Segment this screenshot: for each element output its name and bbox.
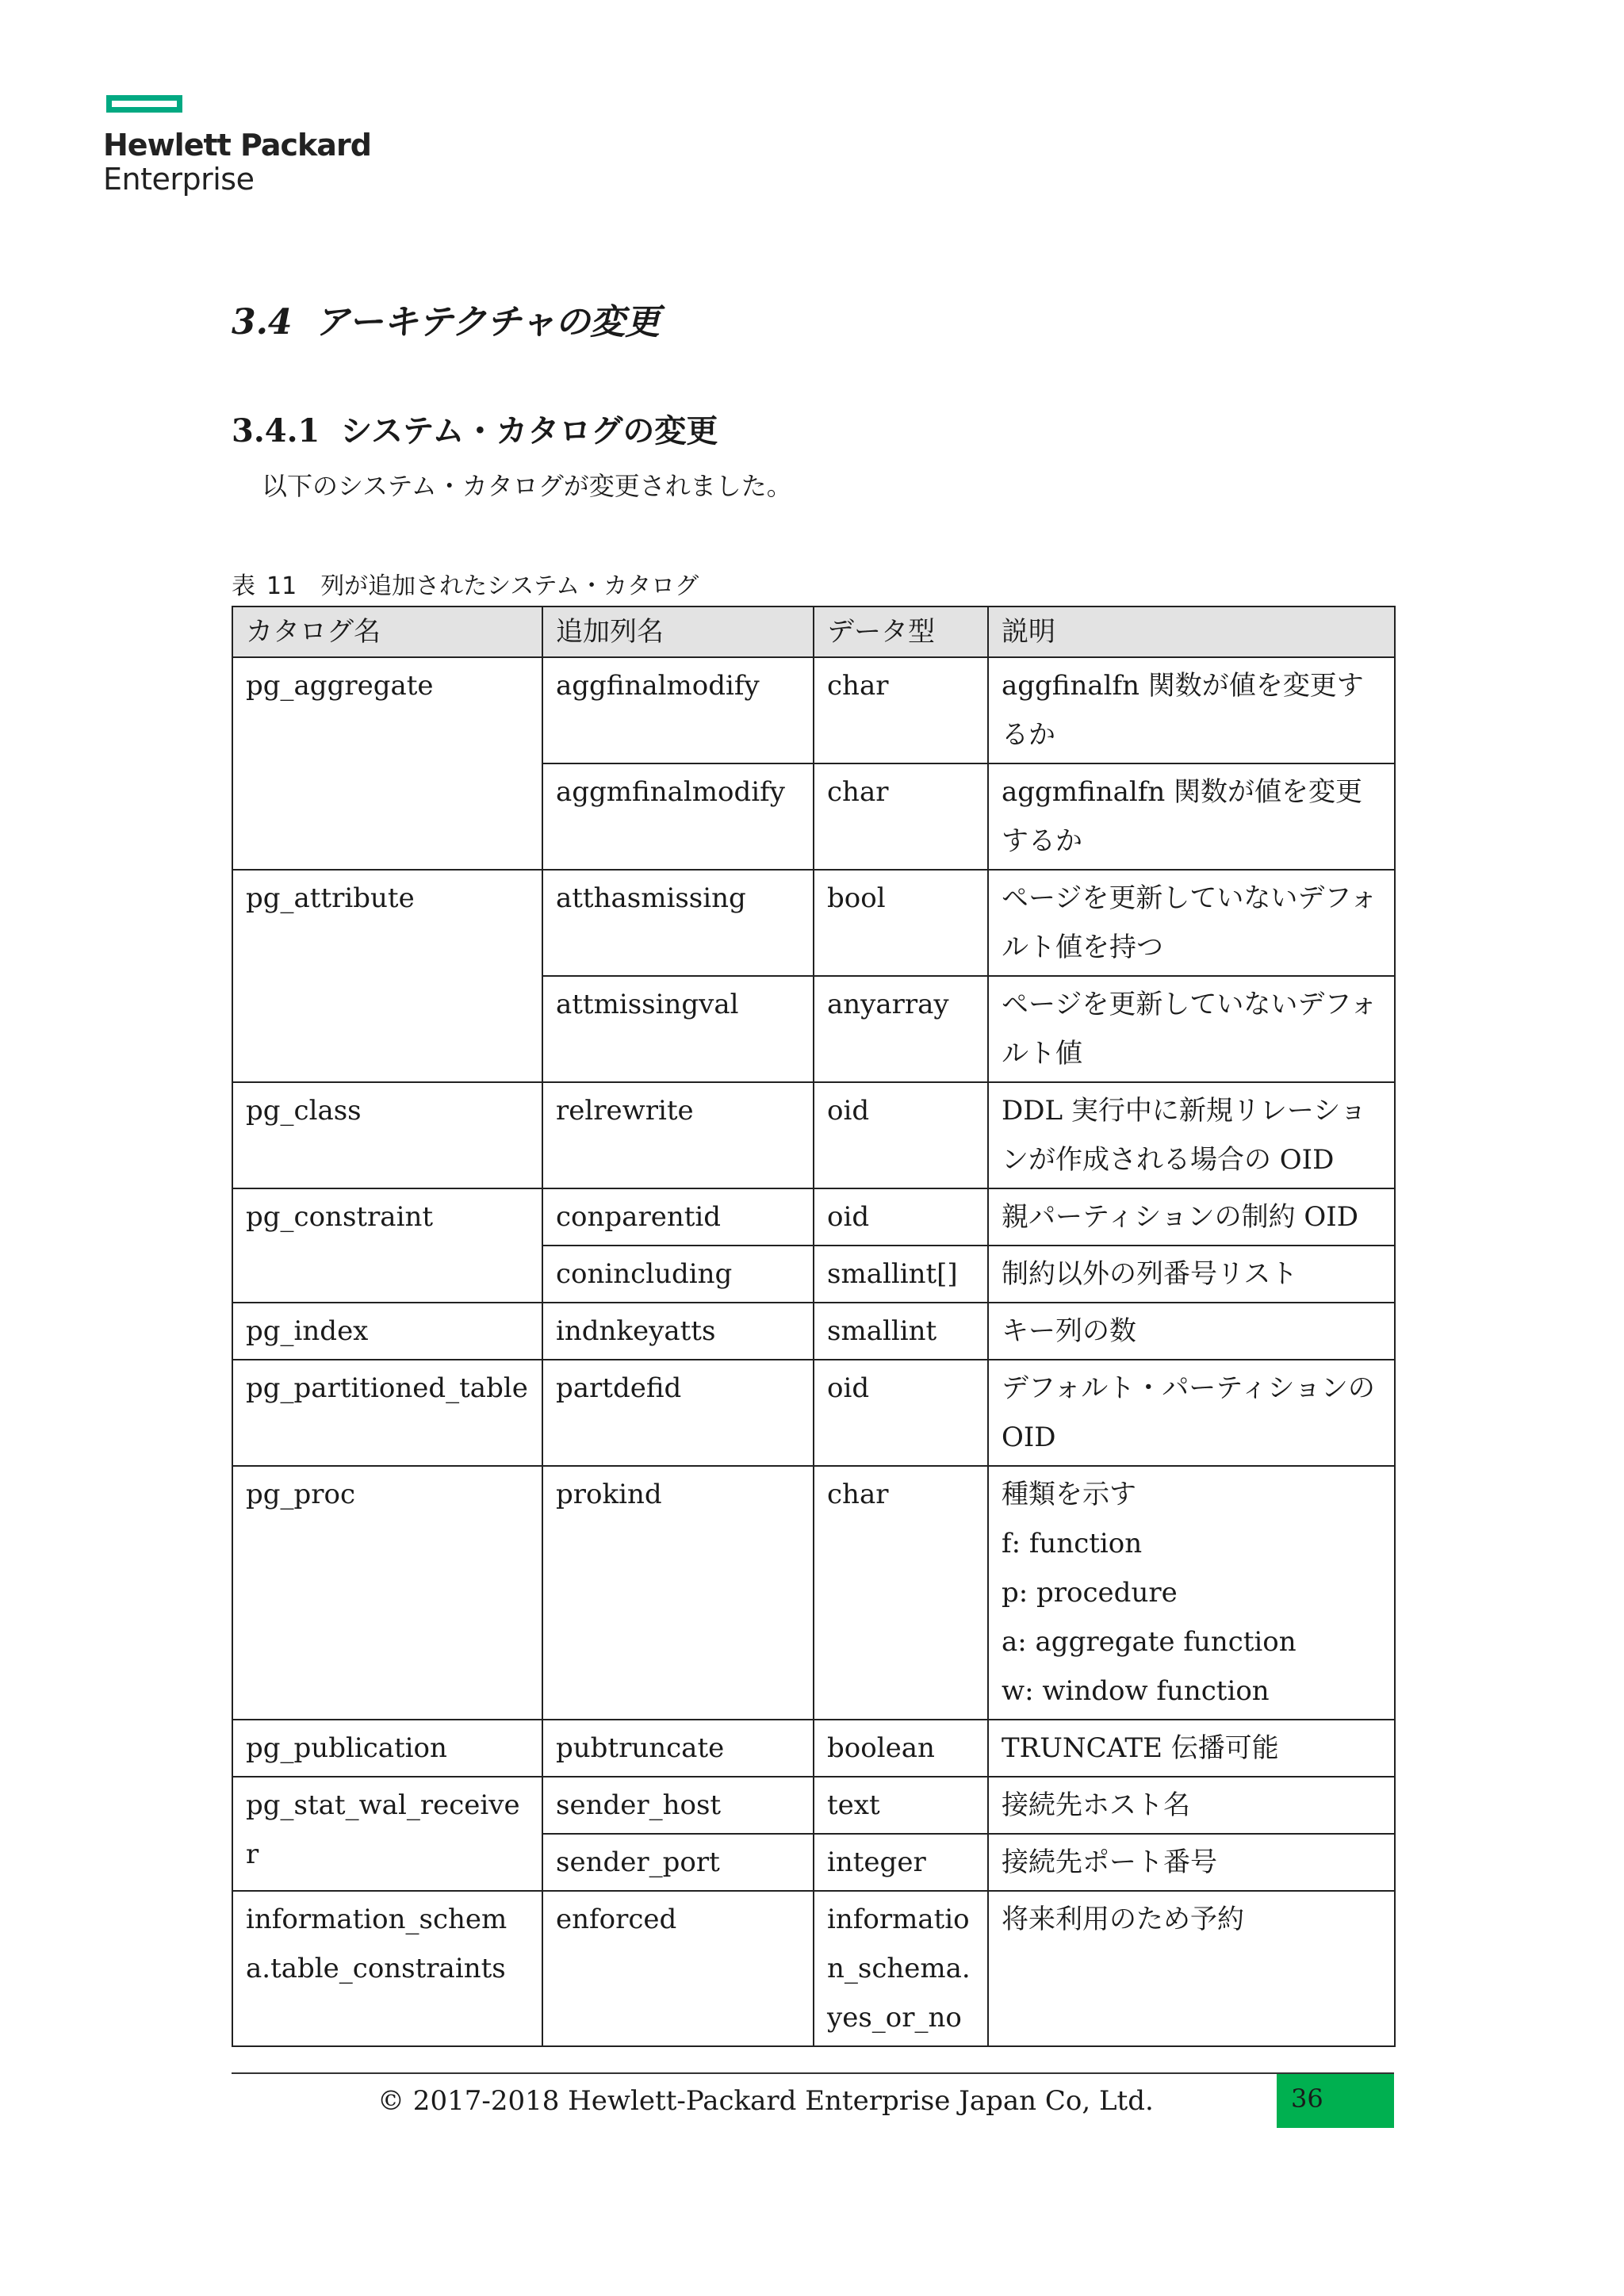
description-line: w: window function — [1002, 1675, 1270, 1707]
table-caption — [232, 566, 699, 601]
logo-line-2: Enterprise — [103, 161, 255, 197]
description-cell: デフォルト・パーティションの OID — [988, 1360, 1395, 1466]
subsection-title: システム・カタログの変更 — [340, 413, 718, 450]
description-cell — [988, 1466, 1395, 1720]
subsection-number: 3.4.1 — [232, 412, 320, 450]
type-cell: boolean — [814, 1720, 988, 1777]
catalog-cell: pg_class — [232, 1082, 542, 1188]
description-cell: ページを更新していないデフォルト値を持つ — [988, 870, 1395, 976]
column-cell: atthasmissing — [542, 870, 814, 976]
type-cell: bool — [814, 870, 988, 976]
type-cell: char — [814, 763, 988, 870]
column-cell: enforced — [542, 1891, 814, 2046]
description-cell: キー列の数 — [988, 1303, 1395, 1360]
type-cell: information_schema.yes_or_no — [814, 1891, 988, 2046]
column-cell: indnkeyatts — [542, 1303, 814, 1360]
column-cell: conparentid — [542, 1188, 814, 1246]
catalog-cell: pg_constraint — [232, 1188, 542, 1303]
catalog-table — [232, 606, 1396, 2047]
page-number-box — [1277, 2074, 1394, 2128]
header-description: 説明 — [988, 607, 1395, 657]
catalog-cell: pg_index — [232, 1303, 542, 1360]
type-cell: integer — [814, 1834, 988, 1891]
description-line: f: function — [1002, 1528, 1143, 1559]
column-cell: sender_port — [542, 1834, 814, 1891]
catalog-cell: information_schema.table_constraints — [232, 1891, 542, 2046]
description-cell: aggfinalfn 関数が値を変更するか — [988, 657, 1395, 763]
type-cell: oid — [814, 1082, 988, 1188]
description-cell: 接続先ポート番号 — [988, 1834, 1395, 1891]
hpe-logo — [103, 128, 371, 196]
table-row — [232, 1360, 1395, 1466]
section-title: アーキテクチャの変更 — [314, 302, 661, 342]
type-cell: smallint[] — [814, 1246, 988, 1303]
intro-paragraph: 以下のシステム・カタログが変更されました。 — [262, 471, 792, 501]
table-row — [232, 1891, 1395, 2046]
catalog-cell: pg_aggregate — [232, 657, 542, 870]
table-header-row — [232, 607, 1395, 657]
description-cell: DDL 実行中に新規リレーションが作成される場合の OID — [988, 1082, 1395, 1188]
hpe-logo-mark — [106, 95, 182, 113]
description-line: a: aggregate function — [1002, 1626, 1297, 1658]
footer-rule — [232, 2072, 1394, 2074]
caption-number: 11 — [266, 572, 297, 600]
description-cell: 制約以外の列番号リスト — [988, 1246, 1395, 1303]
catalog-cell: pg_publication — [232, 1720, 542, 1777]
catalog-cell: pg_stat_wal_receiver — [232, 1777, 542, 1891]
logo-line-1: Hewlett Packard — [103, 128, 371, 163]
caption-label: 表 — [232, 572, 255, 600]
column-cell: aggfinalmodify — [542, 657, 814, 763]
type-cell: oid — [814, 1188, 988, 1246]
catalog-cell: pg_partitioned_table — [232, 1360, 542, 1466]
description-line: p: procedure — [1002, 1577, 1178, 1609]
header-added-column: 追加列名 — [542, 607, 814, 657]
header-data-type: データ型 — [814, 607, 988, 657]
type-cell: char — [814, 1466, 988, 1720]
footer-copyright: © 2017-2018 Hewlett-Packard Enterprise Japan Co, Ltd. — [377, 2085, 1154, 2117]
description-cell: TRUNCATE 伝播可能 — [988, 1720, 1395, 1777]
description-line: 種類を示す — [1002, 1479, 1136, 1510]
table-row — [232, 1777, 1395, 1834]
type-cell: anyarray — [814, 976, 988, 1082]
table-row — [232, 1082, 1395, 1188]
caption-text: 列が追加されたシステム・カタログ — [320, 572, 699, 600]
description-cell: 親パーティションの制約 OID — [988, 1188, 1395, 1246]
column-cell: pubtruncate — [542, 1720, 814, 1777]
table-row — [232, 1466, 1395, 1720]
column-cell: aggmfinalmodify — [542, 763, 814, 870]
table-row — [232, 870, 1395, 976]
table-row — [232, 1188, 1395, 1246]
description-cell: ページを更新していないデフォルト値 — [988, 976, 1395, 1082]
header-catalog-name: カタログ名 — [232, 607, 542, 657]
table-row — [232, 1303, 1395, 1360]
table-row — [232, 657, 1395, 763]
column-cell: sender_host — [542, 1777, 814, 1834]
catalog-cell: pg_proc — [232, 1466, 542, 1720]
column-cell: attmissingval — [542, 976, 814, 1082]
type-cell: oid — [814, 1360, 988, 1466]
type-cell: text — [814, 1777, 988, 1834]
description-cell: 接続先ホスト名 — [988, 1777, 1395, 1834]
table-row — [232, 1720, 1395, 1777]
subsection-heading — [232, 406, 718, 451]
description-cell: 将来利用のため予約 — [988, 1891, 1395, 2046]
type-cell: char — [814, 657, 988, 763]
column-cell: prokind — [542, 1466, 814, 1720]
column-cell: relrewrite — [542, 1082, 814, 1188]
type-cell: smallint — [814, 1303, 988, 1360]
catalog-cell: pg_attribute — [232, 870, 542, 1082]
column-cell: conincluding — [542, 1246, 814, 1303]
section-number: 3.4 — [232, 302, 293, 342]
page-number: 36 — [1291, 2084, 1323, 2114]
section-heading — [232, 293, 660, 344]
description-cell: aggmfinalfn 関数が値を変更するか — [988, 763, 1395, 870]
column-cell: partdefid — [542, 1360, 814, 1466]
